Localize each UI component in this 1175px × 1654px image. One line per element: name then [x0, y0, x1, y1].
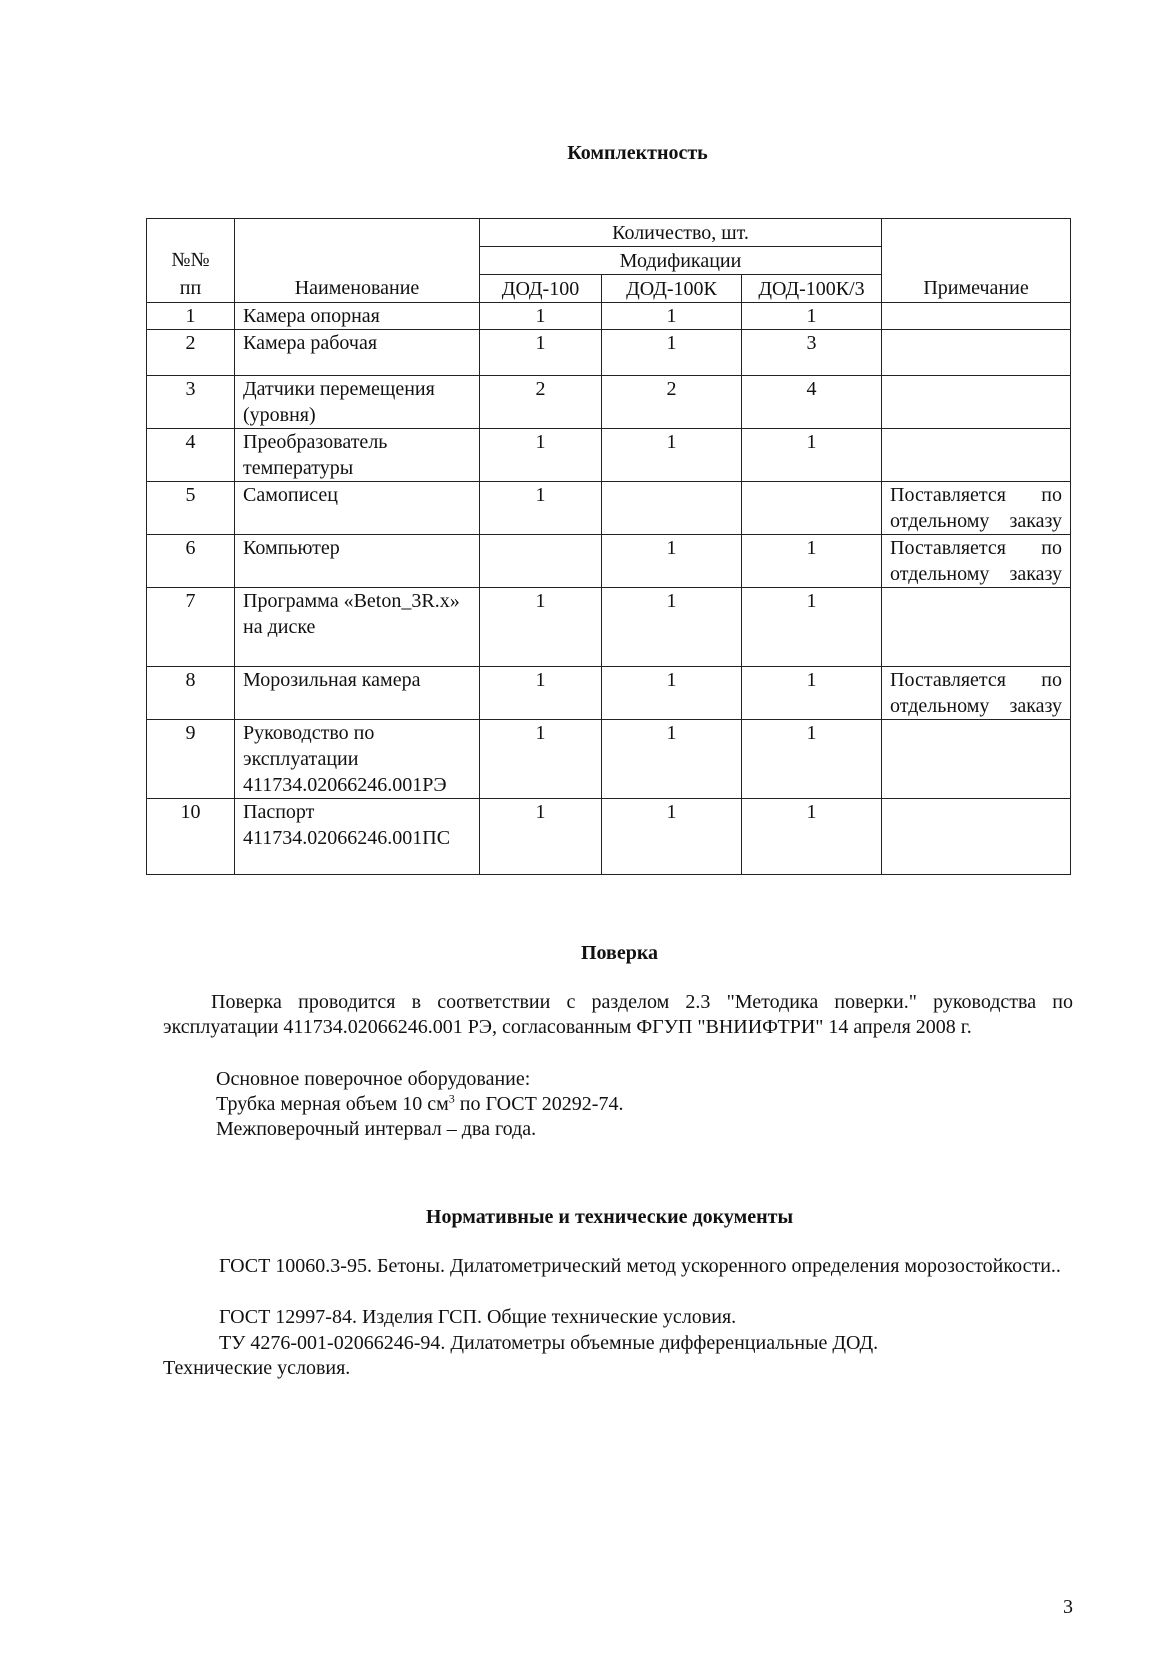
- row-name: Камера опорная: [235, 303, 480, 330]
- row-note: [882, 376, 1071, 429]
- normative-doc-2: ГОСТ 12997-84. Изделия ГСП. Общие технические условия.: [219, 1306, 737, 1328]
- row-num: 7: [147, 588, 235, 667]
- row-qty-dod100k3: 1: [742, 535, 882, 588]
- row-num: 8: [147, 667, 235, 720]
- row-qty-dod100k: 2: [602, 376, 742, 429]
- row-note: Поставляется по отдельному заказу: [882, 535, 1071, 588]
- row-qty-dod100k3: 1: [742, 720, 882, 799]
- row-qty-dod100k: 1: [602, 535, 742, 588]
- completeness-heading: Комплектность: [567, 142, 708, 164]
- table-row: [147, 588, 1071, 667]
- header-mod-dod100k3: ДОД-100К/3: [742, 275, 882, 303]
- row-qty-dod100: 1: [480, 588, 602, 667]
- row-qty-dod100k3: 1: [742, 303, 882, 330]
- row-name: Компьютер: [235, 535, 480, 588]
- verification-tube-sup: 3: [448, 1091, 455, 1106]
- row-qty-dod100: 1: [480, 330, 602, 376]
- table-row: [147, 330, 1071, 376]
- completeness-table: [146, 218, 1071, 875]
- row-qty-dod100: 2: [480, 376, 602, 429]
- row-qty-dod100k: 1: [602, 588, 742, 667]
- row-qty-dod100: 1: [480, 429, 602, 482]
- verification-paragraph: Поверка проводится в соответствии с разделом 2.3 "Методика поверки." руководства по эксплуатации 411734.02066246.001 РЭ, согласованным ФГУП "ВНИИФТРИ" 14 апреля 2008 г.: [163, 991, 1073, 1038]
- row-qty-dod100: 1: [480, 667, 602, 720]
- header-note: Примечание: [882, 219, 1071, 303]
- row-note: [882, 720, 1071, 799]
- header-mod-dod100: ДОД-100: [480, 275, 602, 303]
- row-qty-dod100: 1: [480, 720, 602, 799]
- table-row: [147, 535, 1071, 588]
- row-qty-dod100k: 1: [602, 330, 742, 376]
- row-num: 1: [147, 303, 235, 330]
- row-qty-dod100k3: 1: [742, 667, 882, 720]
- header-mod-dod100k: ДОД-100К: [602, 275, 742, 303]
- row-num: 5: [147, 482, 235, 535]
- row-name: Морозильная камера: [235, 667, 480, 720]
- row-name: Камера рабочая: [235, 330, 480, 376]
- table-row: [147, 303, 1071, 330]
- row-qty-dod100k3: 4: [742, 376, 882, 429]
- row-name: Паспорт 411734.02066246.001ПС: [235, 799, 480, 875]
- normative-doc-1: ГОСТ 10060.3-95. Бетоны. Дилатометрический метод ускоренного определения морозостойкости..: [219, 1255, 1061, 1277]
- row-name: Датчики перемещения (уровня): [235, 376, 480, 429]
- row-qty-dod100k3: 1: [742, 588, 882, 667]
- row-note: Поставляется по отдельному заказу: [882, 482, 1071, 535]
- table-row: [147, 429, 1071, 482]
- normative-heading: Нормативные и технические документы: [425, 1206, 794, 1228]
- header-quantity: Количество, шт.: [480, 219, 882, 247]
- row-num: 2: [147, 330, 235, 376]
- row-qty-dod100k: 1: [602, 799, 742, 875]
- row-note: [882, 799, 1071, 875]
- normative-doc-3-cont: Технические условия.: [163, 1357, 351, 1379]
- row-num: 10: [147, 799, 235, 875]
- header-name: Наименование: [235, 219, 480, 303]
- row-qty-dod100k: 1: [602, 720, 742, 799]
- table-row: [147, 376, 1071, 429]
- row-qty-dod100k3: 3: [742, 330, 882, 376]
- verification-tube-standard: по ГОСТ 20292-74.: [454, 1093, 624, 1115]
- row-num: 6: [147, 535, 235, 588]
- row-qty-dod100k: 1: [602, 303, 742, 330]
- verification-tube: [163, 1092, 1073, 1117]
- table-row: [147, 482, 1071, 535]
- verification-interval: Межповерочный интервал – два года.: [216, 1118, 537, 1140]
- table-row: [147, 667, 1071, 720]
- normative-doc-3: ТУ 4276-001-02066246-94. Дилатометры объемные дифференциальные ДОД.: [219, 1332, 879, 1354]
- row-note: [882, 330, 1071, 376]
- header-num-line1: №№: [171, 249, 210, 271]
- row-qty-dod100k3: 1: [742, 799, 882, 875]
- table-row: [147, 799, 1071, 875]
- row-note: [882, 588, 1071, 667]
- row-note: Поставляется по отдельному заказу: [882, 667, 1071, 720]
- row-num: 4: [147, 429, 235, 482]
- row-num: 3: [147, 376, 235, 429]
- row-qty-dod100k: [602, 482, 742, 535]
- row-qty-dod100: [480, 535, 602, 588]
- row-note: [882, 429, 1071, 482]
- table-row: [147, 720, 1071, 799]
- row-qty-dod100k3: [742, 482, 882, 535]
- row-name: Руководство по эксплуатации 411734.02066246.001РЭ: [235, 720, 480, 799]
- verification-heading: Поверка: [580, 942, 659, 964]
- verification-equipment-label: Основное поверочное оборудование:: [216, 1068, 531, 1090]
- row-qty-dod100: 1: [480, 303, 602, 330]
- row-name: Программа «Beton_3R.x» на диске: [235, 588, 480, 667]
- row-qty-dod100: 1: [480, 482, 602, 535]
- verification-tube-text: Трубка мерная объем 10 см: [216, 1093, 449, 1115]
- page-number: 3: [1063, 1596, 1073, 1618]
- row-name: Преобразователь температуры: [235, 429, 480, 482]
- row-num: 9: [147, 720, 235, 799]
- row-qty-dod100k: 1: [602, 667, 742, 720]
- row-note: [882, 303, 1071, 330]
- row-name: Самописец: [235, 482, 480, 535]
- row-qty-dod100k3: 1: [742, 429, 882, 482]
- header-modifications: Модификации: [480, 247, 882, 275]
- header-num-line2: пп: [179, 277, 202, 299]
- header-num: [147, 219, 235, 303]
- row-qty-dod100: 1: [480, 799, 602, 875]
- row-qty-dod100k: 1: [602, 429, 742, 482]
